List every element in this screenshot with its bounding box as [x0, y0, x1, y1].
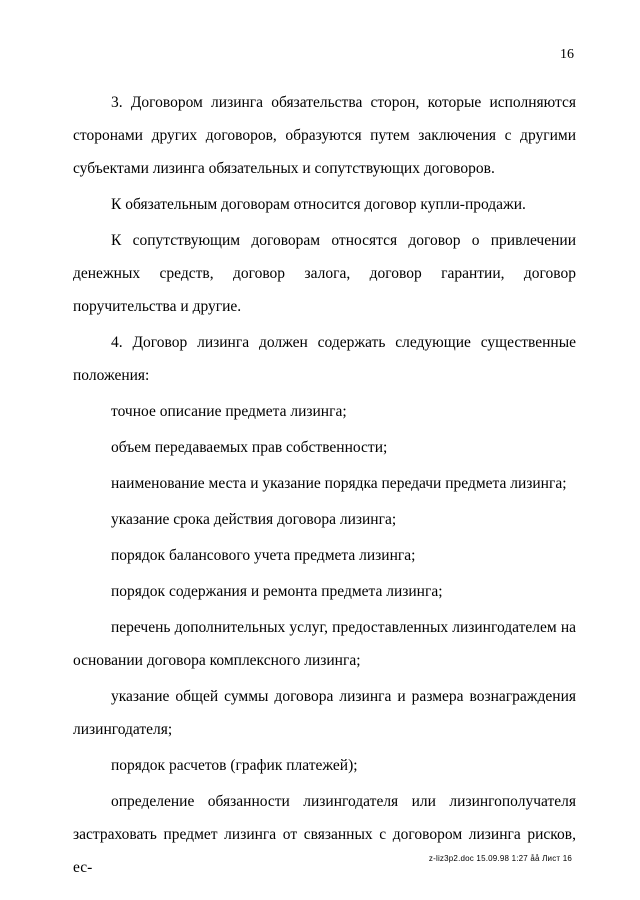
list-item: перечень дополнительных услуг, предоставленных лизингодателем на основании договора комплексного лизинга;: [73, 619, 576, 669]
page-number: 16: [560, 47, 574, 62]
list-item: определение обязанности лизингодателя или лизингополучателя застраховать предмет лизинга от связанных с договором лизинга рисков, ес-: [73, 793, 576, 876]
list-item: порядок расчетов (график платежей);: [111, 757, 358, 774]
list-item: указание срока действия договора лизинга;: [111, 511, 397, 528]
paragraph-item-4: 4. Договор лизинга должен содержать следующие существенные положения:: [73, 334, 576, 384]
list-item: порядок содержания и ремонта предмета лизинга;: [111, 583, 443, 600]
paragraph-item-3: 3. Договором лизинга обязательства сторон, которые исполняются сторонами других договоров, образуются путем заключения с другими субъектами лизинга обязательных и сопутствующих договоров.: [73, 94, 576, 177]
paragraph-accompanying-contracts: К сопутствующим договорам относятся договор о привлечении денежных средств, договор залога, договор гарантии, договор поручительства и другие.: [73, 232, 576, 315]
list-item: указание общей суммы договора лизинга и размера вознаграждения лизингодателя;: [73, 688, 576, 738]
paragraph-mandatory-contracts: К обязательным договорам относится договор купли-продажи.: [111, 196, 526, 213]
list-item: наименование места и указание порядка передачи предмета лизинга;: [111, 475, 567, 492]
document-body: [73, 86, 576, 884]
list-item: порядок балансового учета предмета лизинга;: [111, 547, 416, 564]
page-footer: z-liz3p2.doc 15.09.98 1:27 åå Лист 16: [428, 854, 572, 863]
list-item: объем передаваемых прав собственности;: [111, 439, 388, 456]
list-item: точное описание предмета лизинга;: [111, 403, 347, 420]
